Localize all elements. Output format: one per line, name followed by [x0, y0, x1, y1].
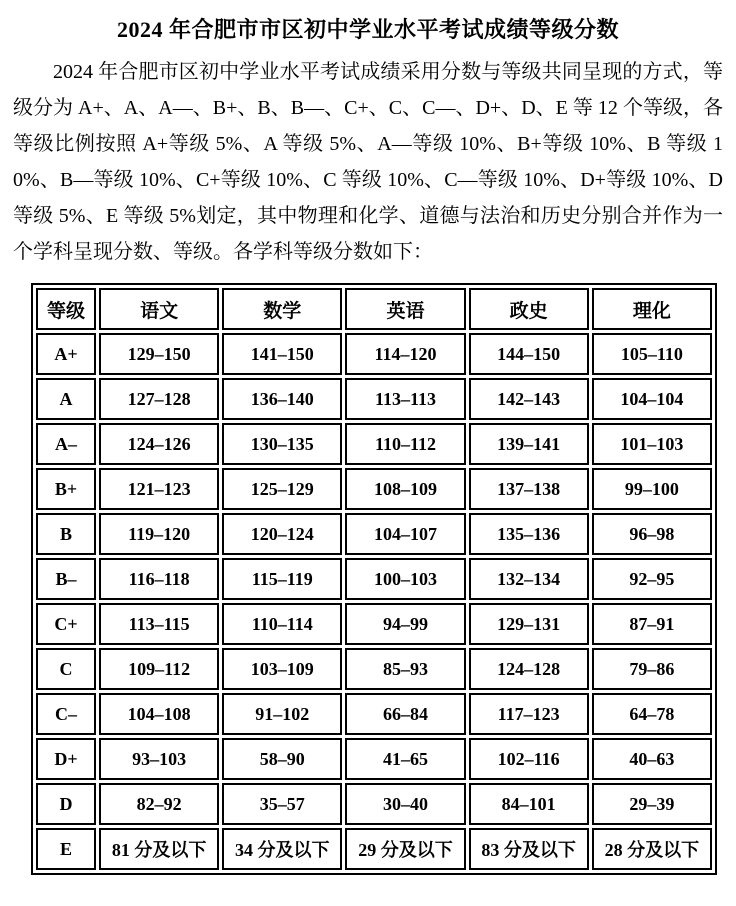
table-row: [36, 603, 712, 645]
score-cell: 141–150: [222, 333, 342, 375]
score-cell: 83 分及以下: [469, 828, 589, 870]
header-english: 英语: [345, 288, 465, 330]
grade-cell: E: [36, 828, 96, 870]
grade-cell: A: [36, 378, 96, 420]
score-cell: 115–119: [222, 558, 342, 600]
table-row: [36, 558, 712, 600]
score-cell: 85–93: [345, 648, 465, 690]
score-cell: 94–99: [345, 603, 465, 645]
header-math: 数学: [222, 288, 342, 330]
table-row: [36, 828, 712, 870]
grade-cell: C–: [36, 693, 96, 735]
score-cell: 113–115: [99, 603, 219, 645]
grade-cell: C: [36, 648, 96, 690]
score-cell: 103–109: [222, 648, 342, 690]
grade-cell: A+: [36, 333, 96, 375]
score-cell: 28 分及以下: [592, 828, 712, 870]
table-row: [36, 693, 712, 735]
score-cell: 137–138: [469, 468, 589, 510]
grade-cell: B+: [36, 468, 96, 510]
score-cell: 136–140: [222, 378, 342, 420]
score-cell: 119–120: [99, 513, 219, 555]
score-cell: 139–141: [469, 423, 589, 465]
score-cell: 109–112: [99, 648, 219, 690]
header-physics-chemistry: 理化: [592, 288, 712, 330]
score-cell: 104–107: [345, 513, 465, 555]
score-cell: 84–101: [469, 783, 589, 825]
table-row: [36, 783, 712, 825]
score-cell: 96–98: [592, 513, 712, 555]
score-cell: 82–92: [99, 783, 219, 825]
score-cell: 129–131: [469, 603, 589, 645]
score-cell: 102–116: [469, 738, 589, 780]
score-cell: 124–128: [469, 648, 589, 690]
score-cell: 142–143: [469, 378, 589, 420]
score-cell: 121–123: [99, 468, 219, 510]
page-title: 2024 年合肥市市区初中学业水平考试成绩等级分数: [116, 17, 619, 42]
score-cell: 130–135: [222, 423, 342, 465]
score-cell: 117–123: [469, 693, 589, 735]
score-cell: 29 分及以下: [345, 828, 465, 870]
grade-cell: B: [36, 513, 96, 555]
grade-score-table: [31, 283, 717, 875]
header-chinese: 语文: [99, 288, 219, 330]
score-cell: 108–109: [345, 468, 465, 510]
score-cell: 29–39: [592, 783, 712, 825]
table-row: [36, 648, 712, 690]
score-cell: 91–102: [222, 693, 342, 735]
table-header-row: [36, 288, 712, 330]
header-grade: 等级: [36, 288, 96, 330]
score-cell: 144–150: [469, 333, 589, 375]
score-cell: 116–118: [99, 558, 219, 600]
score-cell: 110–112: [345, 423, 465, 465]
table-row: [36, 468, 712, 510]
score-cell: 93–103: [99, 738, 219, 780]
score-cell: 114–120: [345, 333, 465, 375]
grade-cell: A–: [36, 423, 96, 465]
score-cell: 113–113: [345, 378, 465, 420]
score-cell: 125–129: [222, 468, 342, 510]
score-cell: 87–91: [592, 603, 712, 645]
score-cell: 127–128: [99, 378, 219, 420]
score-cell: 104–108: [99, 693, 219, 735]
score-cell: 120–124: [222, 513, 342, 555]
table-row: [36, 423, 712, 465]
score-cell: 100–103: [345, 558, 465, 600]
score-cell: 79–86: [592, 648, 712, 690]
table-row: [36, 378, 712, 420]
score-cell: 40–63: [592, 738, 712, 780]
score-cell: 99–100: [592, 468, 712, 510]
grade-cell: D: [36, 783, 96, 825]
score-cell: 64–78: [592, 693, 712, 735]
header-politics-history: 政史: [469, 288, 589, 330]
score-cell: 41–65: [345, 738, 465, 780]
grade-cell: B–: [36, 558, 96, 600]
grade-cell: D+: [36, 738, 96, 780]
score-cell: 105–110: [592, 333, 712, 375]
score-cell: 81 分及以下: [99, 828, 219, 870]
table-row: [36, 738, 712, 780]
grade-cell: C+: [36, 603, 96, 645]
score-cell: 58–90: [222, 738, 342, 780]
score-cell: 30–40: [345, 783, 465, 825]
score-cell: 129–150: [99, 333, 219, 375]
score-cell: 34 分及以下: [222, 828, 342, 870]
score-cell: 135–136: [469, 513, 589, 555]
score-cell: 35–57: [222, 783, 342, 825]
table-row: [36, 333, 712, 375]
score-cell: 124–126: [99, 423, 219, 465]
score-cell: 110–114: [222, 603, 342, 645]
score-cell: 132–134: [469, 558, 589, 600]
score-cell: 92–95: [592, 558, 712, 600]
score-cell: 66–84: [345, 693, 465, 735]
score-cell: 101–103: [592, 423, 712, 465]
table-row: [36, 513, 712, 555]
score-cell: 104–104: [592, 378, 712, 420]
intro-paragraph: 2024 年合肥市区初中学业水平考试成绩采用分数与等级共同呈现的方式，等级分为 A+、A、A—、B+、B、B—、C+、C、C—、D+、D、E 等 12 个等级，各等级比例按照 A+等级 5%、A 等级 5%、A—等级 10%、B+等级 10%、B 等级 10%、B—等级 10%、C+等级 10%、C 等级 10%、C—等级 10%、D+等级 10%、D 等级 5%、E 等级 5%划定，其中物理和化学、道德与法治和历史分别合并作为一个学科呈现分数、等级。各学科等级分数如下：: [13, 61, 723, 263]
